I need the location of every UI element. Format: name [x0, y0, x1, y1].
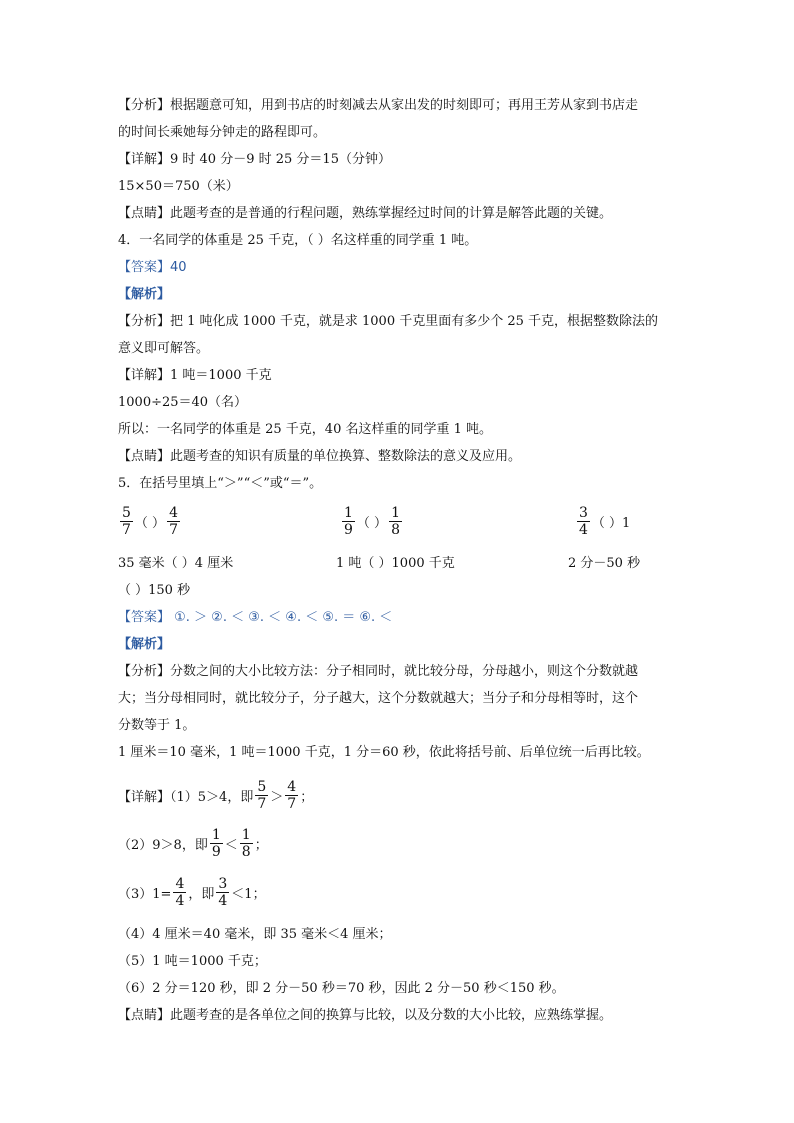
q5-item-5: 1 吨（ ）1000 千克: [336, 556, 455, 571]
detail-2: （2）9＞8，即 $\frac{1}{9}$ ＜ $\frac{1}{8}$ ；: [118, 827, 268, 860]
xiangjie-4a: 【详解】1 吨＝1000 千克: [118, 368, 272, 383]
fraction: $\frac{5}{7}$: [257, 779, 267, 812]
fraction: $\frac{3}{4}$: [579, 505, 588, 538]
fraction: $\frac{4}{4}$: [175, 876, 185, 909]
detail-1: 【详解】（1）5＞4，即 $\frac{5}{7}$ ＞ $\frac{4}{7}$ ；: [118, 779, 314, 812]
fenxi-5d: 1 厘米＝10 毫米，1 吨＝1000 千克，1 分＝60 秒，依此将括号前、后单位统一后再比较。: [118, 745, 650, 760]
q5-item-3: [575, 505, 630, 538]
fraction: $\frac{1}{8}$: [391, 505, 400, 538]
fenxi-4a: 【分析】把 1 吨化成 1000 千克，就是求 1000 千克里面有多少个 25 千克，根据整数除法的: [118, 314, 659, 329]
detail-4: （4）4 厘米＝40 毫米，即 35 毫米＜4 厘米；: [118, 927, 392, 942]
fraction: $\frac{1}{9}$: [344, 505, 353, 538]
jiexi-4: 【解析】: [118, 287, 171, 302]
detail-6: （6）2 分＝120 秒，即 2 分－50 秒＝70 秒，因此 2 分－50 秒＜150 秒。: [118, 981, 565, 996]
fraction: $\frac{1}{9}$: [211, 827, 221, 860]
question-5: 5．在括号里填上“＞”“＜”或“＝”。: [118, 476, 323, 491]
fenxi-5b: 大；当分母相同时，就比较分子，分子越大，这个分数就越大；当分子和分母相等时，这个: [118, 691, 639, 706]
jiexi-5: 【解析】: [118, 637, 171, 652]
xiangjie-4c: 所以：一名同学的体重是 25 千克，40 名这样重的同学重 1 吨。: [118, 422, 493, 437]
question-4: 4．一名同学的体重是 25 千克，（ ）名这样重的同学重 1 吨。: [118, 233, 478, 248]
q5-item-2: [340, 505, 404, 538]
detail-5: （5）1 吨＝1000 千克；: [118, 954, 267, 969]
q5-item-4: 35 毫米（ ）4 厘米: [118, 556, 234, 571]
dianjing-4: 【点睛】此题考查的知识有质量的单位换算、整数除法的意义及应用。: [118, 449, 522, 464]
answer-4: 【答案】40: [118, 260, 187, 275]
fraction: $\frac{5}{7}$: [122, 505, 131, 538]
line-fenxi-2: 的时间长乘她每分钟走的路程即可。: [118, 125, 327, 140]
q5-item-6-blank: （ ）150 秒: [118, 583, 191, 598]
fraction: $\frac{4}{7}$: [169, 505, 178, 538]
blank: （ ）: [134, 516, 166, 531]
xiangjie-4b: 1000÷25＝40（名）: [118, 395, 248, 410]
detail-3: （3）1= $\frac{4}{4}$ ，即 $\frac{3}{4}$ ＜1；: [118, 876, 266, 909]
answer-5: 【答案】 ①. ＞ ②. ＜ ③. ＜ ④. ＜ ⑤. ＝ ⑥. ＜: [118, 610, 393, 625]
fraction: $\frac{3}{4}$: [218, 876, 228, 909]
blank: （ ）: [356, 516, 388, 531]
fenxi-4b: 意义即可解答。: [118, 341, 210, 356]
line-fenxi-1: 【分析】根据题意可知，用到书店的时刻减去从家出发的时刻即可；再用王芳从家到书店走: [118, 98, 639, 113]
fraction: $\frac{1}{8}$: [241, 827, 251, 860]
line-dianjing-1: 【点睛】此题考查的是普通的行程问题，熟练掌握经过时间的计算是解答此题的关键。: [118, 206, 613, 221]
q5-item-6: 2 分－50 秒: [568, 556, 641, 571]
fraction: $\frac{4}{7}$: [287, 779, 297, 812]
dianjing-5: 【点睛】此题考查的是各单位之间的换算与比较，以及分数的大小比较，应熟练掌握。: [118, 1008, 613, 1023]
fenxi-5a: 【分析】分数之间的大小比较方法：分子相同时，就比较分母，分母越小，则这个分数就越: [118, 664, 639, 679]
blank: （ ）1: [591, 516, 631, 531]
line-xiangjie-2: 15×50＝750（米）: [118, 179, 239, 194]
q5-item-1: [118, 505, 182, 538]
fenxi-5c: 分数等于 1。: [118, 718, 196, 733]
line-xiangjie-1: 【详解】9 时 40 分－9 时 25 分＝15（分钟）: [118, 152, 391, 167]
